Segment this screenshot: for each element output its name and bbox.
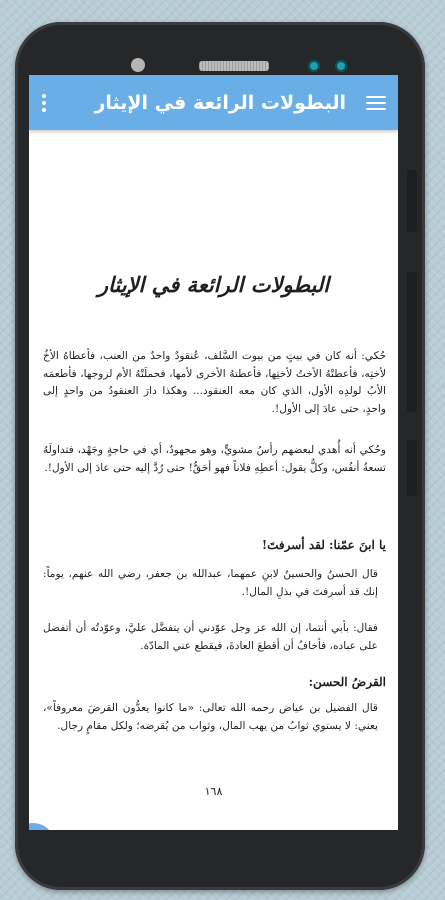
hamburger-menu-icon xyxy=(366,96,386,110)
chapter-title: البطولات الرائعة في الإيثار xyxy=(97,272,330,297)
earpiece-speaker xyxy=(199,61,269,71)
paragraph: حُكي: أنه كان في بيتٍ من بيوت السَّلف، عُنقودٌ واحدٌ من العنب، فأعطاهُ الأخُ لأختِه، فأعطتْهُ الأختُ لأختِها، فأعطتهُ الأخرى لأمها، فحملَتْهُ الأم لزوجها، فأطعمَه الأبُ لولدِه الأول، الذي كان معه العنقود... وهكذا دارَ العنقودُ من واحدٍ إلى واحدٍ، حتى عادَ إلى الأول!. xyxy=(43,350,386,415)
page-number: ١٦٨ xyxy=(204,785,223,798)
side-button xyxy=(407,440,417,496)
app-title: البطولات الرائعة في الإيثار xyxy=(94,91,346,114)
volume-button xyxy=(407,272,417,412)
more-options-button[interactable] xyxy=(29,75,59,130)
front-camera xyxy=(131,58,145,72)
app-bar xyxy=(29,75,398,130)
paragraph: قال الحسنُ والحسينُ لابنِ عمهما، عبدالله بن جعفر، رضي الله عنهم، يوماً: إنك قد أسرفتَ في بذلِ المال!. xyxy=(43,568,378,598)
book-page[interactable] xyxy=(29,130,398,830)
proximity-sensor xyxy=(308,60,320,72)
more-vertical-icon xyxy=(42,94,46,112)
section-heading: القرضُ الحسن: xyxy=(308,675,386,689)
paragraph: قال الفضيل بن عياض رحمه الله تعالى: «ما كانوا يعدُّون القرضَ معروفاً»، يعني: لا يستوي ثوابُ من يهب المال، وثواب من يُقرضه؛ ولكل مقامٍ رجال. xyxy=(43,702,378,732)
paragraph: وحُكي أنه أُهدي لبعضهم رأسُ مشويٍّ، وهو مجهودٌ، أي في حاجةٍ وجَهْد، فتداولَهُ تسعةُ أنفُس، وكلٌّ يقول: أعطِهِ فلاناً فهو أحَقُّ! حتى رُدَّ إليه حتى عادَ إلى الأول!. xyxy=(43,444,386,474)
menu-button[interactable] xyxy=(354,75,398,130)
power-button xyxy=(407,170,417,232)
light-sensor xyxy=(335,60,347,72)
section-heading: يا ابنَ عمّنا: لقد أسرفتَ! xyxy=(261,538,386,552)
app-screen xyxy=(29,75,398,830)
paragraph: فقال: بأبي أنتما، إن الله عز وجل عوّدني أن يتفضَّل عليَّ، وعوّدتُه أن أتفضل على عباده، فأخافُ أن أقطعَ العادةَ، فيقطع عني المادّة. xyxy=(43,622,378,652)
